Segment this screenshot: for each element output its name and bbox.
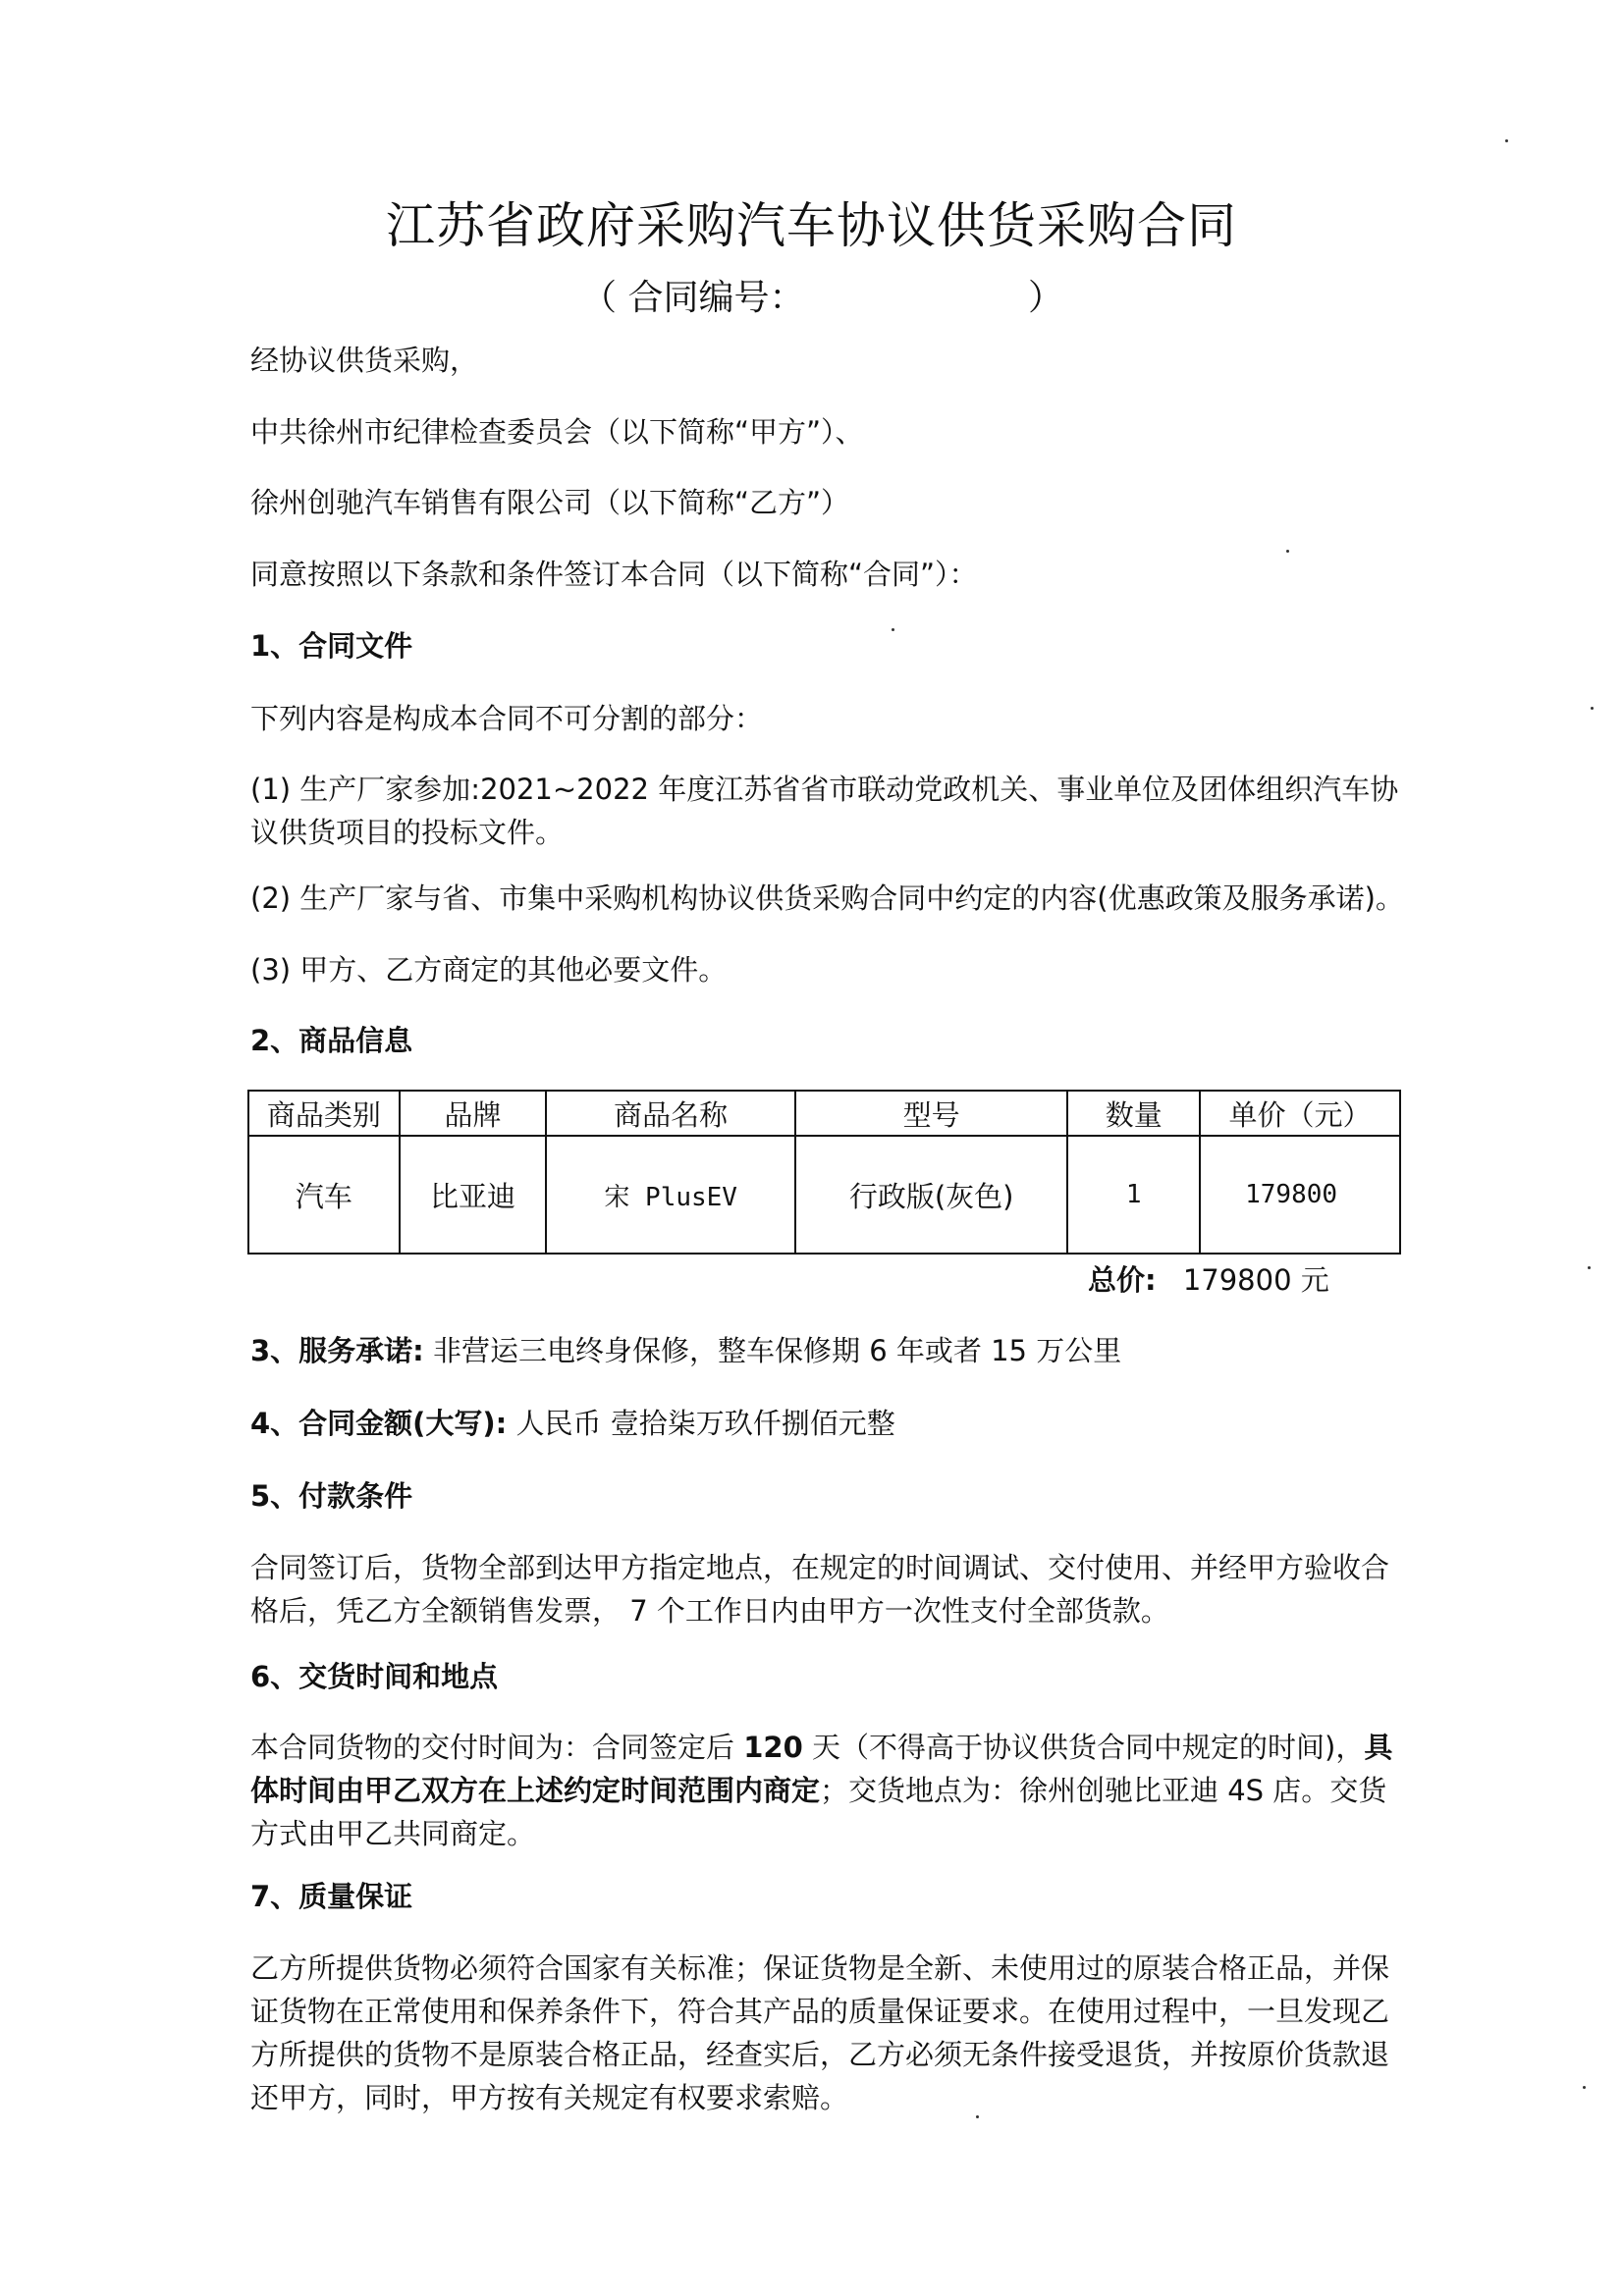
section-1-title: 1、合同文件 bbox=[250, 629, 413, 663]
table-row bbox=[248, 1136, 1400, 1254]
total-label: 总价: bbox=[1088, 1263, 1157, 1297]
section-6-text-b: 天（不得高于协议供货合同中规定的时间)， bbox=[802, 1731, 1365, 1764]
header-brand: 品牌 bbox=[400, 1091, 547, 1136]
section-7-text: 乙方所提供货物必须符合国家有关标准；保证货物是全新、未使用过的原装合格正品，并保证货物在正常使用和保养条件下，符合其产品的质量保证要求。在使用过程中，一旦发现乙方所提供的货物不是原装合格正品，经查实后，乙方必须无条件接受退货，并按原价货款退还甲方，同时，甲方按有关规定有权要求索赔。 bbox=[250, 1951, 1390, 2114]
section-5-text: 合同签订后，货物全部到达甲方指定地点，在规定的时间调试、交付使用、并经甲方验收合格后，凭乙方全额销售发票， 7 个工作日内由甲方一次性支付全部货款。 bbox=[250, 1551, 1390, 1628]
section-1-intro: 下列内容是构成本合同不可分割的部分： bbox=[250, 702, 764, 735]
total-value: 179800 元 bbox=[1182, 1263, 1329, 1297]
scan-speck bbox=[892, 628, 894, 631]
cell-model: 行政版(灰色) bbox=[795, 1136, 1067, 1254]
party-b-text: 徐州创驰汽车销售有限公司（以下简称“乙方”） bbox=[250, 486, 850, 519]
header-product-name: 商品名称 bbox=[546, 1091, 795, 1136]
section-3-line bbox=[250, 1329, 1121, 1372]
section-6-text-a: 本合同货物的交付时间为：合同签定后 bbox=[250, 1731, 744, 1764]
scan-speck bbox=[1505, 139, 1508, 142]
header-unit-price: 单价（元） bbox=[1200, 1091, 1400, 1136]
agreement-text: 同意按照以下条款和条件签订本合同（以下简称“合同”）： bbox=[250, 558, 978, 591]
section-1-item-1: (1) 生产厂家参加:2021~2022 年度江苏省省市联动党政机关、事业单位及团体组织汽车协议供货项目的投标文件。 bbox=[250, 773, 1399, 849]
cell-category: 汽车 bbox=[248, 1136, 400, 1254]
scan-speck bbox=[1591, 707, 1594, 710]
scan-speck bbox=[1583, 2086, 1586, 2089]
goods-table bbox=[247, 1090, 1401, 1255]
section-4-label: 4、合同金额(大写): bbox=[250, 1407, 508, 1440]
section-1-item-3: (3) 甲方、乙方商定的其他必要文件。 bbox=[250, 953, 728, 987]
section-6-title: 6、交货时间和地点 bbox=[250, 1660, 499, 1693]
contract-number-close: ） bbox=[1028, 278, 1064, 318]
header-quantity: 数量 bbox=[1067, 1091, 1200, 1136]
section-6-text-c: ；交货地点为：徐州创驰比亚迪 4S 店。交货方式由甲乙共同商定。 bbox=[250, 1774, 1387, 1850]
cell-quantity: 1 bbox=[1067, 1136, 1200, 1254]
contract-number-line bbox=[581, 270, 1064, 320]
section-6-text bbox=[250, 1726, 1399, 1855]
goods-table-header-row bbox=[248, 1091, 1400, 1136]
cell-product-name: 宋 PlusEV bbox=[546, 1136, 795, 1254]
header-model: 型号 bbox=[795, 1091, 1067, 1136]
section-3-text: 非营运三电终身保修，整车保修期 6 年或者 15 万公里 bbox=[423, 1334, 1122, 1367]
contract-number-label: （ 合同编号： bbox=[581, 278, 805, 318]
section-5-title: 5、付款条件 bbox=[250, 1479, 413, 1513]
intro-text: 经协议供货采购， bbox=[250, 344, 479, 377]
section-6-text-bold: 具体时间由甲乙双方在上述约定时间范围内商定 bbox=[250, 1731, 1393, 1807]
section-6-days: 120 bbox=[743, 1731, 803, 1764]
total-price bbox=[1088, 1258, 1329, 1299]
party-a-text: 中共徐州市纪律检查委员会（以下简称“甲方”）、 bbox=[250, 415, 864, 449]
header-category: 商品类别 bbox=[248, 1091, 400, 1136]
section-3-label: 3、服务承诺: bbox=[250, 1334, 424, 1367]
section-1-item-2: (2) 生产厂家与省、市集中采购机构协议供货采购合同中约定的内容(优惠政策及服务承诺)。 bbox=[250, 881, 1404, 915]
scan-speck bbox=[976, 2115, 979, 2118]
document-title: 江苏省政府采购汽车协议供货采购合同 bbox=[386, 197, 1237, 254]
scan-speck bbox=[1286, 550, 1289, 553]
section-4-text: 人民币 壹拾柒万玖仟捌佰元整 bbox=[507, 1407, 895, 1440]
section-4-line bbox=[250, 1402, 895, 1445]
cell-brand: 比亚迪 bbox=[400, 1136, 547, 1254]
scan-speck bbox=[1588, 1266, 1591, 1269]
cell-unit-price: 179800 bbox=[1200, 1136, 1400, 1254]
section-7-title: 7、质量保证 bbox=[250, 1880, 413, 1913]
section-2-title: 2、商品信息 bbox=[250, 1024, 413, 1057]
